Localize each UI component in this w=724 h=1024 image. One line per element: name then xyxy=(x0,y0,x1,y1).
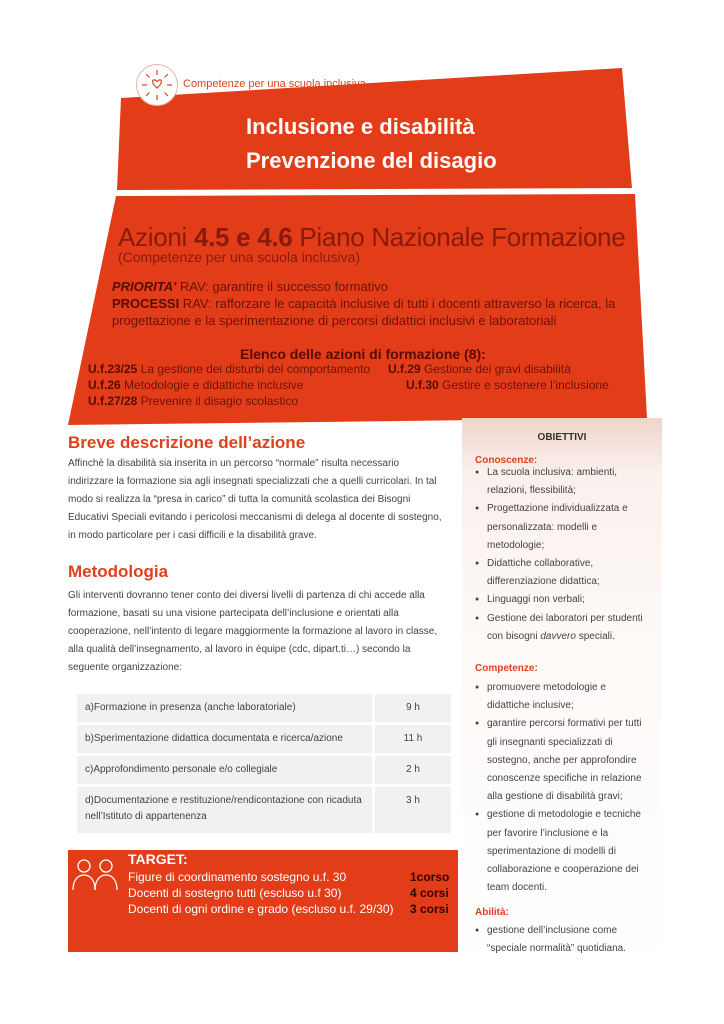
table-row xyxy=(76,693,453,724)
table-cell-hours: 3 h xyxy=(374,786,453,835)
target-row-value: 1corso xyxy=(410,870,450,884)
table-row xyxy=(76,724,453,755)
metodologia-title: Metodologia xyxy=(68,562,169,581)
list-item: ● Progettazione individualizzata e personalizzata: modelli e metodologie; xyxy=(475,500,645,555)
elenco-item: U.f.29 Gestione dei gravi disabilità xyxy=(388,362,571,376)
processi-text: RAV: rafforzare le capacità inclusive di tutti i docenti attraverso la ricerca, la progettazione e la sperimentazione di percorsi didattici inclusivi e laboratoriali xyxy=(112,296,616,328)
title-line-2: Prevenzione del disagio xyxy=(246,148,497,173)
table-cell: a)Formazione in presenza (anche laboratoriale) xyxy=(76,693,374,724)
azioni-suffix: Piano Nazionale Formazione xyxy=(292,222,626,252)
list-item: ● gestione di metodologie e tecniche per favorire l’inclusione e la sperimentazione di modelli di collaborazione e cooperazione dei team docenti. xyxy=(475,806,645,897)
azioni-num1: 4.5 xyxy=(193,222,230,252)
target-row-label: Docenti di ogni ordine e grado (escluso u.f. 29/30) xyxy=(128,902,394,916)
processi-line xyxy=(112,295,632,329)
conoscenze-label: Conoscenze: xyxy=(475,455,538,466)
list-item: ● Gestione dei laboratori per studenti con bisogni davvero speciali. xyxy=(475,610,645,646)
people-icon xyxy=(70,856,120,892)
abilita-label: Abilità: xyxy=(475,907,509,918)
list-item: ● gestione dell’inclusione come “speciale normalità” quotidiana. xyxy=(475,922,645,958)
azioni-num2: 4.6 xyxy=(257,222,293,252)
page-title xyxy=(246,110,497,178)
abilita-list xyxy=(475,922,645,958)
table-row xyxy=(76,755,453,786)
elenco-item: U.f.30 Gestire e sostenere l’inclusione xyxy=(406,378,609,392)
elenco-item: U.f.23/25 La gestione dei disturbi del comportamento xyxy=(88,362,371,376)
table-cell-hours: 11 h xyxy=(374,724,453,755)
priorita-processi xyxy=(112,278,632,329)
list-item: ● Linguaggi non verbali; xyxy=(475,591,645,609)
heart-arrows-icon xyxy=(137,65,177,105)
list-item: ● garantire percorsi formativi per tutti gli insegnanti specializzati di sostegno, anche per approfondire conoscenze specifiche in relazione alla gestione di disabilità gravi; xyxy=(475,715,645,806)
target-row-label: Figure di coordinamento sostegno u.f. 30 xyxy=(128,870,347,884)
table-cell-hours: 2 h xyxy=(374,755,453,786)
azioni-prefix: Azioni xyxy=(118,222,194,252)
elenco-item: U.f.26 Metodologie e didattiche inclusive xyxy=(88,378,304,392)
processi-label: PROCESSI xyxy=(112,296,180,311)
table-cell-hours: 9 h xyxy=(374,693,453,724)
target-title: TARGET: xyxy=(128,851,188,867)
azioni-subtitle: (Competenze per una scuola inclusiva) xyxy=(118,249,361,265)
list-item: ● La scuola inclusiva: ambienti, relazioni, flessibilità; xyxy=(475,464,645,500)
table-cell: d)Documentazione e restituzione/rendicontazione con ricaduta nell’Istituto di appartenenza xyxy=(76,786,374,835)
elenco-title: Elenco delle azioni di formazione (8): xyxy=(240,346,486,362)
descrizione-text: Affinchè la disabilità sia inserita in un percorso “normale” risulta necessario indirizzare la formazione sia agli insegnati specializzati che a quelli curricolari. In tal modo si realizza la “presa in carico” di tutta la comunità scolastica dei Bisogni Educativi Speciali evitando i pericolosi meccanismi di delega al docente di sostegno, in modo particolare per i casi difficili e la disabilità grave. xyxy=(68,458,442,541)
target-row-label: Docenti di sostegno tutti (escluso u.f 30) xyxy=(128,886,342,900)
list-item: ● Didattiche collaborative, differenziazione didattica; xyxy=(475,555,645,591)
metodologia-text: Gli interventi dovranno tener conto dei diversi livelli di partenza di chi accede alla formazione, basati su una visione partecipata dell’inclusione e orientati alla cooperazione, nell’intento di legare maggiormente la formazione al lavoro in classe, alla qualità dell’insegnamento, al lavoro in équipe (cdc, dipart.ti…) secondo la seguente organizzazione: xyxy=(68,590,438,673)
table-cell: c)Approfondimento personale e/o collegiale xyxy=(76,755,374,786)
inclusive-school-logo xyxy=(136,64,178,106)
competenze-list xyxy=(475,679,645,897)
azioni-conj: e xyxy=(229,222,258,252)
organization-table xyxy=(74,691,454,836)
priorita-label: PRIORITA' xyxy=(112,279,177,294)
priorita-text: RAV: garantire il successo formativo xyxy=(176,279,388,294)
priorita-line xyxy=(112,278,632,295)
target-box xyxy=(68,850,458,952)
logo-tagline: Competenze per una scuola inclusiva xyxy=(183,78,366,90)
list-item: ● promuovere metodologie e didattiche inclusive; xyxy=(475,679,645,715)
target-row-value: 4 corsi xyxy=(410,886,449,900)
obiettivi-title: OBIETTIVI xyxy=(537,432,587,443)
table-row xyxy=(76,786,453,835)
conoscenze-list xyxy=(475,464,645,646)
competenze-label: Competenze: xyxy=(475,663,538,674)
table-cell: b)Sperimentazione didattica documentata e ricerca/azione xyxy=(76,724,374,755)
title-line-1: Inclusione e disabilità xyxy=(246,114,475,139)
elenco-item: U.f.27/28 Prevenire il disagio scolastico xyxy=(88,394,299,408)
descrizione-title: Breve descrizione dell’azione xyxy=(68,433,306,452)
target-row-value: 3 corsi xyxy=(410,902,449,916)
